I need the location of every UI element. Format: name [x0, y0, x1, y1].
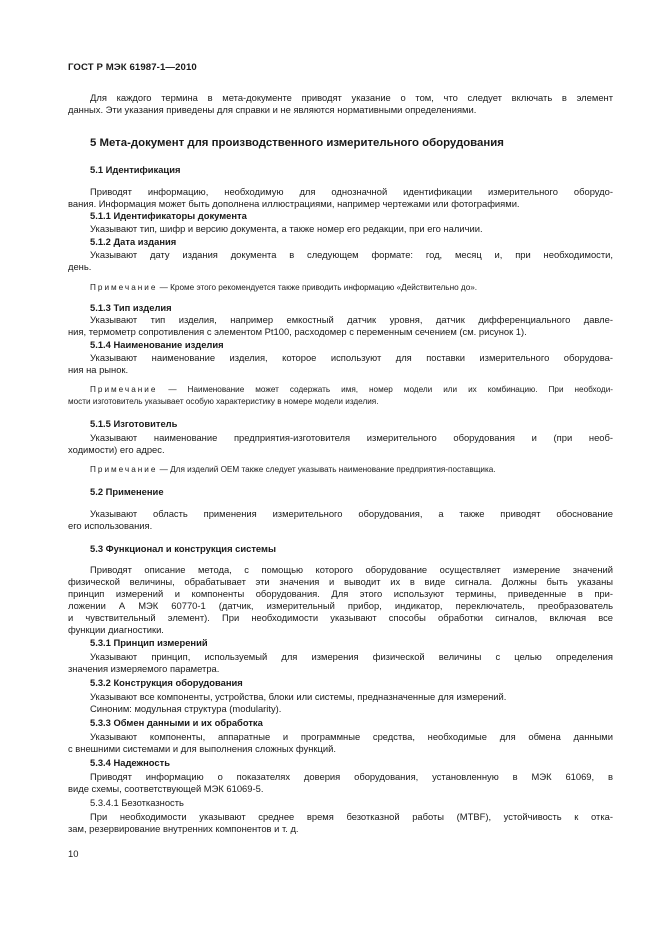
page-number: 10: [68, 848, 79, 859]
s534-line-1: Приводят информацию о показателях доверия оборудования, установленную в МЭК 61069, в: [90, 771, 613, 782]
note-2-line-2: мости изготовитель указывает особую характеристику в номере модели изделия.: [68, 397, 379, 406]
section-5-3-title: 5.3 Функционал и конструкция системы: [90, 543, 276, 554]
s51-line-1: Приводят информацию, необходимую для однозначной идентификации измерительного оборудо-: [90, 186, 613, 197]
s53-line-1: Приводят описание метода, с помощью которого оборудование осуществляет измерение значений: [90, 564, 613, 575]
s512-line-2: день.: [68, 261, 92, 272]
note-label: Примечание: [90, 385, 158, 394]
s531-line-2: значения измеряемого параметра.: [68, 663, 220, 674]
s514-line-1: Указывают наименование изделия, которое используют для поставки измерительного оборудова-: [90, 352, 613, 363]
s514-line-2: ния на рынок.: [68, 364, 129, 375]
s53-line-4: ложении А МЭК 60770-1 (датчик, измерительный прибор, индикатор, переключатель, преобразователь: [68, 600, 613, 611]
intro-line-1: Для каждого термина в мета-документе приводят указание о том, что следует включать в элемент: [90, 92, 613, 103]
s5341-line-1: При необходимости указывают среднее время безотказной работы (MTBF), устойчивость к отка-: [90, 811, 613, 822]
note-label: Примечание: [90, 283, 158, 292]
s512-line-1: Указывают дату издания документа в следующем формате: год, месяц и, при необходимости,: [90, 249, 613, 260]
s53-line-5: и чувствительный элемент). При необходимости указывают способы обработки сигналов, включая все: [68, 612, 613, 623]
section-5-3-3-title: 5.3.3 Обмен данными и их обработка: [90, 717, 263, 728]
s53-line-6: функции диагностики.: [68, 624, 164, 635]
s531-line-1: Указывают принцип, используемый для измерения физической величины с целью определения: [90, 651, 613, 662]
s5341-line-2: зам, резервирование внутренних компонентов и т. д.: [68, 823, 299, 834]
section-5-1-1-title: 5.1.1 Идентификаторы документа: [90, 210, 247, 221]
s533-line-1: Указывают компоненты, аппаратные и программные средства, необходимые для обмена данными: [90, 731, 613, 742]
s52-line-2: его использования.: [68, 520, 153, 531]
s53-line-2: физической величины, обрабатывает эти значения и выводит их в виде сигнала. Должны быть указаны: [68, 576, 613, 587]
note-1-text: — Кроме этого рекомендуется также приводить информацию «Действительно до».: [157, 283, 478, 292]
section-5-1-4-title: 5.1.4 Наименование изделия: [90, 339, 224, 350]
note-3-text: — Для изделий OEM также следует указывать наименование предприятия-поставщика.: [157, 465, 496, 474]
s515-line-2: ходимости) его адрес.: [68, 444, 165, 455]
s532-line-1: Указывают все компоненты, устройства, блоки или системы, предназначенные для измерений.: [90, 691, 507, 702]
section-5-3-2-title: 5.3.2 Конструкция оборудования: [90, 677, 243, 688]
section-5-3-4-title: 5.3.4 Надежность: [90, 757, 170, 768]
section-5-title: 5 Мета-документ для производственного измерительного оборудования: [90, 137, 504, 149]
s515-line-1: Указывают наименование предприятия-изготовителя измерительного оборудования и (при необ-: [90, 432, 613, 443]
section-5-1-title: 5.1 Идентификация: [90, 164, 181, 175]
s513-line-1: Указывают тип изделия, например емкостный датчик уровня, датчик дифференциального давле-: [90, 314, 613, 325]
section-5-3-1-title: 5.3.1 Принцип измерений: [90, 637, 208, 648]
section-5-3-4-1-title: 5.3.4.1 Безотказность: [90, 797, 184, 808]
section-5-1-3-title: 5.1.3 Тип изделия: [90, 302, 172, 313]
s511-line-1: Указывают тип, шифр и версию документа, а также номер его редакции, при его наличии.: [90, 223, 483, 234]
s53-line-3: принцип измерений и компоненты оборудования. Для этого используют термины, приведенные в при-: [68, 588, 613, 599]
note-2-line-1: [90, 384, 613, 396]
section-5-1-5-title: 5.1.5 Изготовитель: [90, 418, 178, 429]
note-2-text: — Наименование может содержать имя, номер модели или их комбинацию. При необходи-: [157, 385, 613, 394]
note-3: [90, 464, 496, 476]
intro-line-2: данных. Эти указания приведены для справки и не являются нормативными определениями.: [68, 104, 477, 115]
s534-line-2: виде схемы, соответствующей МЭК 61069-5.: [68, 783, 264, 794]
running-header: ГОСТ Р МЭК 61987-1—2010: [68, 62, 197, 73]
s52-line-1: Указывают область применения измерительного оборудования, а также приводят обоснование: [90, 508, 613, 519]
s513-line-2: ния, термометр сопротивления с элементом Pt100, расходомер с переменным сечением (см. рисунок 1).: [68, 326, 527, 337]
note-1: [90, 282, 477, 294]
s532-line-2: Синоним: модульная структура (modularity).: [90, 703, 282, 714]
s533-line-2: с внешними системами и для выполнения сложных функций.: [68, 743, 336, 754]
s51-line-2: вания. Информация может быть дополнена иллюстрациями, например чертежами или фотографиями.: [68, 198, 520, 209]
section-5-2-title: 5.2 Применение: [90, 486, 164, 497]
note-label: Примечание: [90, 465, 158, 474]
section-5-1-2-title: 5.1.2 Дата издания: [90, 236, 177, 247]
